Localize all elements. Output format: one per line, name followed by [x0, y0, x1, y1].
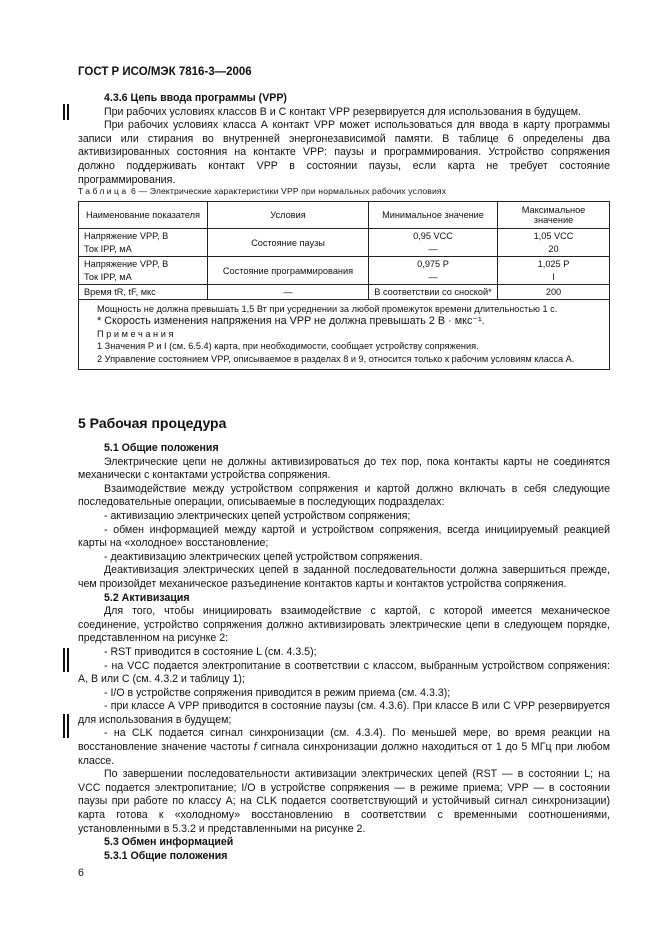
- table-notes: [79, 300, 610, 370]
- section-title: 5.2 Активизация: [104, 591, 190, 604]
- min-cell: [369, 257, 498, 285]
- paragraph: При рабочих условиях классов В и С контакт VPP резервируется для использования в будущем.: [104, 105, 582, 118]
- max-value: 200: [498, 285, 610, 300]
- table-row: [79, 285, 610, 300]
- paragraph: Деактивизация электрических цепей в заданной последовательности должна завершиться прежде, чем произойдет механическое разъединение контактов карты и контактов устройства сопряжения.: [78, 564, 610, 590]
- paragraph: Взаимодействие между устройством сопряжения и картой должно включать в себя следующие последовательные операции, описываемые в последующих подразделах:: [78, 482, 610, 509]
- caption-text: 6 — Электрические характеристики VPP при нормальных рабочих условиях: [131, 186, 447, 196]
- section-title: 5.3 Обмен информацией: [104, 836, 234, 849]
- list-item-text: - на CLK подается сигнал синхронизации (см. 4.3.4). По меньшей мере, во время реакции на восстановление значение частоты: [78, 727, 610, 754]
- column-header: Минимальное значение: [369, 202, 498, 229]
- table-row: [79, 229, 610, 257]
- document-header: ГОСТ Р ИСО/МЭК 7816-3—2006: [78, 66, 252, 78]
- max-value: 1,05 VCC: [533, 231, 574, 241]
- change-bar: [63, 104, 65, 120]
- list-item: - активизацию электрических цепей устройством сопряжения;: [104, 509, 411, 522]
- column-header: Максимальное значение: [498, 202, 610, 229]
- param-time: Время tR, tF, мкс: [79, 285, 208, 300]
- paragraph: По завершении последовательности активизации электрических цепей (RST — в состоянии L; на VCC подается электропитание; I/O в устройстве сопряжения — в режиме приема; VPP — в состоянии паузы при работе по классу А; на CLK подается соответствующий и устойчивый сигнал синхронизации) карта готова к «холодному» восстановлению в соответствии с временными соотношениями, установленными в 5.3.2 и представленными на рисунке 2.: [78, 768, 610, 835]
- column-header: Условия: [208, 202, 369, 229]
- change-bar: [63, 714, 65, 738]
- note-footnote: * Скорость изменения напряжения на VPP не должна превышать 2 В · мкс⁻¹.: [97, 315, 485, 328]
- min-value: —: [428, 272, 438, 282]
- condition-cell: Состояние паузы: [208, 229, 369, 257]
- paragraph: Электрические цепи не должны активизироваться до тех пор, пока контакты карты не соединятся механически с контактами устройства сопряжения.: [78, 455, 610, 482]
- section-title: 5.3.1 Общие положения: [104, 849, 228, 862]
- table-cell: [79, 257, 208, 285]
- section-title: 4.3.6 Цепь ввода программы (VPP): [104, 92, 287, 104]
- list-item: [78, 727, 610, 768]
- change-bar: [67, 648, 69, 672]
- change-bar: [67, 104, 69, 120]
- table-row: [79, 257, 610, 285]
- list-item-text: сигнала синхронизации должно находиться от 1 до 5 МГц при любом классе.: [78, 741, 610, 767]
- param-voltage: Напряжение VPP, В: [84, 231, 169, 241]
- section-4-3-6: [78, 92, 610, 187]
- max-cell: [498, 257, 610, 285]
- page-number: 6: [78, 867, 84, 879]
- min-value: В соответствии со сноской*: [369, 285, 498, 300]
- list-item: - при классе А VPP приводится в состояние паузы (см. 4.3.6). При классе В или С VPP резервируется для использования в будущем;: [78, 700, 610, 726]
- section-5-title: 5 Рабочая процедура: [78, 415, 227, 431]
- note-2: 2 Управление состоянием VPP, описываемое в разделах 8 и 9, относится только к рабочим условиям класса А.: [97, 353, 575, 364]
- table-cell: [79, 229, 208, 257]
- list-item: - на VCC подается электропитание в соответствии с классом, выбранным устройством сопряжения: А, В или С (см. 4.3.2 и таблицу 1);: [78, 659, 610, 686]
- list-item: - деактивизацию электрических цепей устройством сопряжения.: [104, 550, 423, 563]
- param-current: Ток IPP, мА: [84, 244, 132, 254]
- condition-cell: Состояние программирования: [208, 257, 369, 285]
- paragraph: Для того, чтобы инициировать взаимодействие с картой, с которой имеется механическое соединение, устройство сопряжения должно активизировать электрические цепи в следующем порядке, представленном на рисунке 2:: [78, 605, 610, 645]
- max-cell: [498, 229, 610, 257]
- min-value: 0,95 VCC: [413, 231, 453, 241]
- list-item: - RST приводится в состояние L (см. 4.3.5);: [104, 645, 317, 658]
- change-bar: [63, 648, 65, 672]
- param-current: Ток IPP, мА: [84, 272, 132, 282]
- min-value: 0,975 P: [417, 259, 449, 269]
- condition-cell: —: [208, 285, 369, 300]
- min-cell: [369, 229, 498, 257]
- param-voltage: Напряжение VPP, В: [84, 259, 169, 269]
- table-header-row: [79, 202, 610, 229]
- max-value: 1,025 P: [537, 259, 570, 269]
- notes-title: Примечания: [97, 328, 177, 339]
- section-title: 5.1 Общие положения: [104, 442, 219, 454]
- section-5-body: [78, 442, 610, 863]
- max-value: 20: [548, 244, 559, 254]
- note-power: Мощность не должна превышать 1,5 Вт при усреднении за любой промежуток времени длительностью 1 с.: [97, 304, 558, 314]
- note-1: 1 Значения P и I (см. 6.5.4) карта, при необходимости, сообщает устройству сопряжения.: [97, 341, 479, 352]
- change-bar: [67, 714, 69, 738]
- paragraph: При рабочих условиях класса А контакт VPP может использоваться для ввода в карту программы записи или стирания во внутренней энергонезависимой памяти. В таблице 6 определены два активизированных состояния на контакте VPP: паузы и программирования. Устройство сопряжения должно поддерживать контакт VPP в состоянии паузы, если карта не требует состояние программирования.: [78, 119, 610, 186]
- table-6: [78, 201, 610, 370]
- frequency-symbol: f: [253, 741, 257, 754]
- table-caption: [78, 186, 446, 196]
- max-value: I: [552, 272, 555, 282]
- list-item: - обмен информацией между картой и устройством сопряжения, всегда инициируемый реакцией карты на «холодное» восстановление;: [78, 523, 610, 550]
- caption-label: Таблица: [78, 186, 129, 196]
- column-header: Наименование показателя: [79, 202, 208, 229]
- table-notes-row: [79, 300, 610, 370]
- list-item: - I/O в устройстве сопряжения приводится в режим приема (см. 4.3.3);: [104, 686, 451, 699]
- min-value: —: [428, 244, 438, 254]
